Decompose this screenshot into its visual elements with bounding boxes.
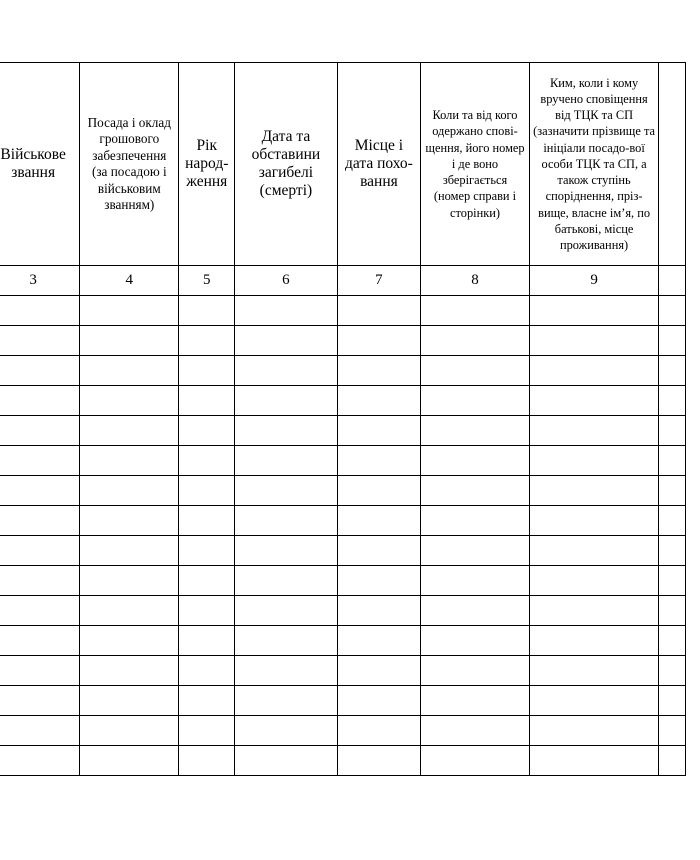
table-cell[interactable]	[421, 506, 530, 536]
table-cell[interactable]	[659, 296, 686, 326]
table-cell[interactable]	[179, 476, 235, 506]
table-cell[interactable]	[235, 506, 337, 536]
table-cell[interactable]	[337, 566, 421, 596]
table-cell[interactable]	[179, 506, 235, 536]
table-cell[interactable]	[659, 476, 686, 506]
table-cell[interactable]	[421, 416, 530, 446]
table-cell[interactable]	[0, 386, 80, 416]
table-cell[interactable]	[179, 536, 235, 566]
table-cell[interactable]	[421, 596, 530, 626]
table-cell[interactable]	[529, 506, 659, 536]
header-notification-received: Коли та від кого одержано спові-щення, його номер і де воно зберігається (номер справи і сторінки)	[421, 63, 530, 266]
table-cell[interactable]	[80, 716, 179, 746]
table-row	[0, 626, 686, 656]
column-number: 8	[421, 266, 530, 296]
table-cell[interactable]	[337, 746, 421, 776]
table-cell[interactable]	[80, 686, 179, 716]
table-cell[interactable]	[659, 416, 686, 446]
table-cell[interactable]	[529, 296, 659, 326]
table-cell[interactable]	[0, 416, 80, 446]
table-cell[interactable]	[235, 596, 337, 626]
table-row	[0, 356, 686, 386]
table-cell[interactable]	[235, 476, 337, 506]
table-cell[interactable]	[235, 686, 337, 716]
table-cell[interactable]	[235, 716, 337, 746]
table-cell[interactable]	[235, 446, 337, 476]
table-cell[interactable]	[80, 386, 179, 416]
header-cut-off-column	[659, 63, 686, 266]
table-cell[interactable]	[659, 356, 686, 386]
table-cell[interactable]	[421, 626, 530, 656]
column-number-row	[0, 266, 686, 296]
table-cell[interactable]	[529, 356, 659, 386]
table-cell[interactable]	[179, 596, 235, 626]
table-cell[interactable]	[421, 476, 530, 506]
table-cell[interactable]	[421, 746, 530, 776]
table-cell[interactable]	[337, 596, 421, 626]
table-cell[interactable]	[235, 356, 337, 386]
table-cell[interactable]	[529, 326, 659, 356]
table-cell[interactable]	[80, 536, 179, 566]
table-cell[interactable]	[421, 686, 530, 716]
table-cell[interactable]	[529, 596, 659, 626]
table-cell[interactable]	[0, 686, 80, 716]
table-cell[interactable]	[337, 416, 421, 446]
table-cell[interactable]	[179, 686, 235, 716]
table-cell[interactable]	[235, 326, 337, 356]
table-row	[0, 296, 686, 326]
table-cell[interactable]	[337, 626, 421, 656]
table-cell[interactable]	[0, 746, 80, 776]
table-cell[interactable]	[659, 446, 686, 476]
table-cell[interactable]	[421, 296, 530, 326]
table-cell[interactable]	[529, 446, 659, 476]
header-birth-year: Рік народ-ження	[179, 63, 235, 266]
column-number: 4	[80, 266, 179, 296]
table-cell[interactable]	[80, 476, 179, 506]
table-cell[interactable]	[235, 656, 337, 686]
table-cell[interactable]	[659, 386, 686, 416]
table-cell[interactable]	[80, 566, 179, 596]
table-cell[interactable]	[80, 296, 179, 326]
table-cell[interactable]	[659, 326, 686, 356]
table-cell[interactable]	[235, 416, 337, 446]
table-cell[interactable]	[421, 536, 530, 566]
table-cell[interactable]	[235, 566, 337, 596]
table-cell[interactable]	[529, 536, 659, 566]
table-row	[0, 716, 686, 746]
table-cell[interactable]	[0, 536, 80, 566]
table-cell[interactable]	[529, 626, 659, 656]
table-cell[interactable]	[80, 626, 179, 656]
table-cell[interactable]	[529, 656, 659, 686]
table-cell[interactable]	[179, 326, 235, 356]
column-number: 3	[0, 266, 80, 296]
header-row	[0, 63, 686, 266]
table-cell[interactable]	[659, 746, 686, 776]
table-cell[interactable]	[0, 626, 80, 656]
table-cell[interactable]	[421, 326, 530, 356]
header-military-rank: Військове звання	[0, 63, 80, 266]
table-row	[0, 656, 686, 686]
table-cell[interactable]	[179, 656, 235, 686]
table-cell[interactable]	[235, 536, 337, 566]
column-number: 6	[235, 266, 337, 296]
table-cell[interactable]	[179, 296, 235, 326]
table-cell[interactable]	[0, 476, 80, 506]
table-cell[interactable]	[179, 566, 235, 596]
table-cell[interactable]	[421, 356, 530, 386]
header-burial-place-date: Місце і дата похо-вання	[337, 63, 421, 266]
column-number: 9	[529, 266, 659, 296]
table-cell[interactable]	[80, 416, 179, 446]
table-cell[interactable]	[0, 716, 80, 746]
table-cell[interactable]	[80, 746, 179, 776]
table-cell[interactable]	[0, 566, 80, 596]
table-cell[interactable]	[235, 386, 337, 416]
table-cell[interactable]	[80, 446, 179, 476]
table-cell[interactable]	[421, 386, 530, 416]
table-cell[interactable]	[80, 326, 179, 356]
table-cell[interactable]	[529, 746, 659, 776]
table-cell[interactable]	[0, 326, 80, 356]
table-row	[0, 386, 686, 416]
header-notification-delivered: Ким, коли і кому вручено сповіщення від ТЦК та СП (зазначити прізвище та ініціали посадо-вої особи ТЦК та СП, а також ступінь споріднення, пріз-вище, власне ім’я, по батькові, місце проживання)	[529, 63, 659, 266]
table-cell[interactable]	[235, 746, 337, 776]
table-cell[interactable]	[337, 476, 421, 506]
table-cell[interactable]	[659, 656, 686, 686]
table-row	[0, 566, 686, 596]
table-cell[interactable]	[529, 716, 659, 746]
notification-register-table	[0, 62, 686, 776]
column-number	[659, 266, 686, 296]
table-cell[interactable]	[337, 536, 421, 566]
table-cell[interactable]	[235, 626, 337, 656]
table-row	[0, 476, 686, 506]
table-cell[interactable]	[659, 716, 686, 746]
table-cell[interactable]	[179, 716, 235, 746]
table-row	[0, 326, 686, 356]
table-row	[0, 506, 686, 536]
table-cell[interactable]	[659, 566, 686, 596]
table-cell[interactable]	[337, 326, 421, 356]
table-row	[0, 746, 686, 776]
table-cell[interactable]	[80, 356, 179, 386]
table-cell[interactable]	[235, 296, 337, 326]
table-cell[interactable]	[179, 626, 235, 656]
table-cell[interactable]	[337, 386, 421, 416]
table-cell[interactable]	[337, 506, 421, 536]
table-row	[0, 416, 686, 446]
table-row	[0, 686, 686, 716]
header-position-salary: Посада і оклад грошового забезпечення (за посадою і військовим званням)	[80, 63, 179, 266]
table-cell[interactable]	[179, 386, 235, 416]
table-cell[interactable]	[421, 446, 530, 476]
table-cell[interactable]	[337, 356, 421, 386]
table-cell[interactable]	[0, 356, 80, 386]
table-cell[interactable]	[80, 596, 179, 626]
table-cell[interactable]	[529, 386, 659, 416]
table-cell[interactable]	[0, 506, 80, 536]
table-row	[0, 536, 686, 566]
table-cell[interactable]	[179, 416, 235, 446]
table-cell[interactable]	[337, 296, 421, 326]
table-cell[interactable]	[659, 506, 686, 536]
table-cell[interactable]	[659, 596, 686, 626]
table-cell[interactable]	[337, 716, 421, 746]
table-cell[interactable]	[529, 416, 659, 446]
table-cell[interactable]	[179, 356, 235, 386]
column-number: 7	[337, 266, 421, 296]
table-cell[interactable]	[659, 686, 686, 716]
table-cell[interactable]	[0, 656, 80, 686]
table-cell[interactable]	[529, 476, 659, 506]
table-cell[interactable]	[659, 626, 686, 656]
table-cell[interactable]	[0, 596, 80, 626]
table-cell[interactable]	[179, 746, 235, 776]
table-cell[interactable]	[179, 446, 235, 476]
column-number: 5	[179, 266, 235, 296]
table-cell[interactable]	[0, 446, 80, 476]
table-cell[interactable]	[421, 716, 530, 746]
table-cell[interactable]	[421, 566, 530, 596]
table-cell[interactable]	[80, 506, 179, 536]
header-death-date-circumstances: Дата та обставини загибелі (смерті)	[235, 63, 337, 266]
table-cell[interactable]	[421, 656, 530, 686]
table-cell[interactable]	[659, 536, 686, 566]
table-cell[interactable]	[529, 566, 659, 596]
table-cell[interactable]	[529, 686, 659, 716]
table-cell[interactable]	[337, 686, 421, 716]
table-cell[interactable]	[337, 656, 421, 686]
table-cell[interactable]	[80, 656, 179, 686]
table-row	[0, 596, 686, 626]
table-cell[interactable]	[337, 446, 421, 476]
table-cell[interactable]	[0, 296, 80, 326]
table-row	[0, 446, 686, 476]
